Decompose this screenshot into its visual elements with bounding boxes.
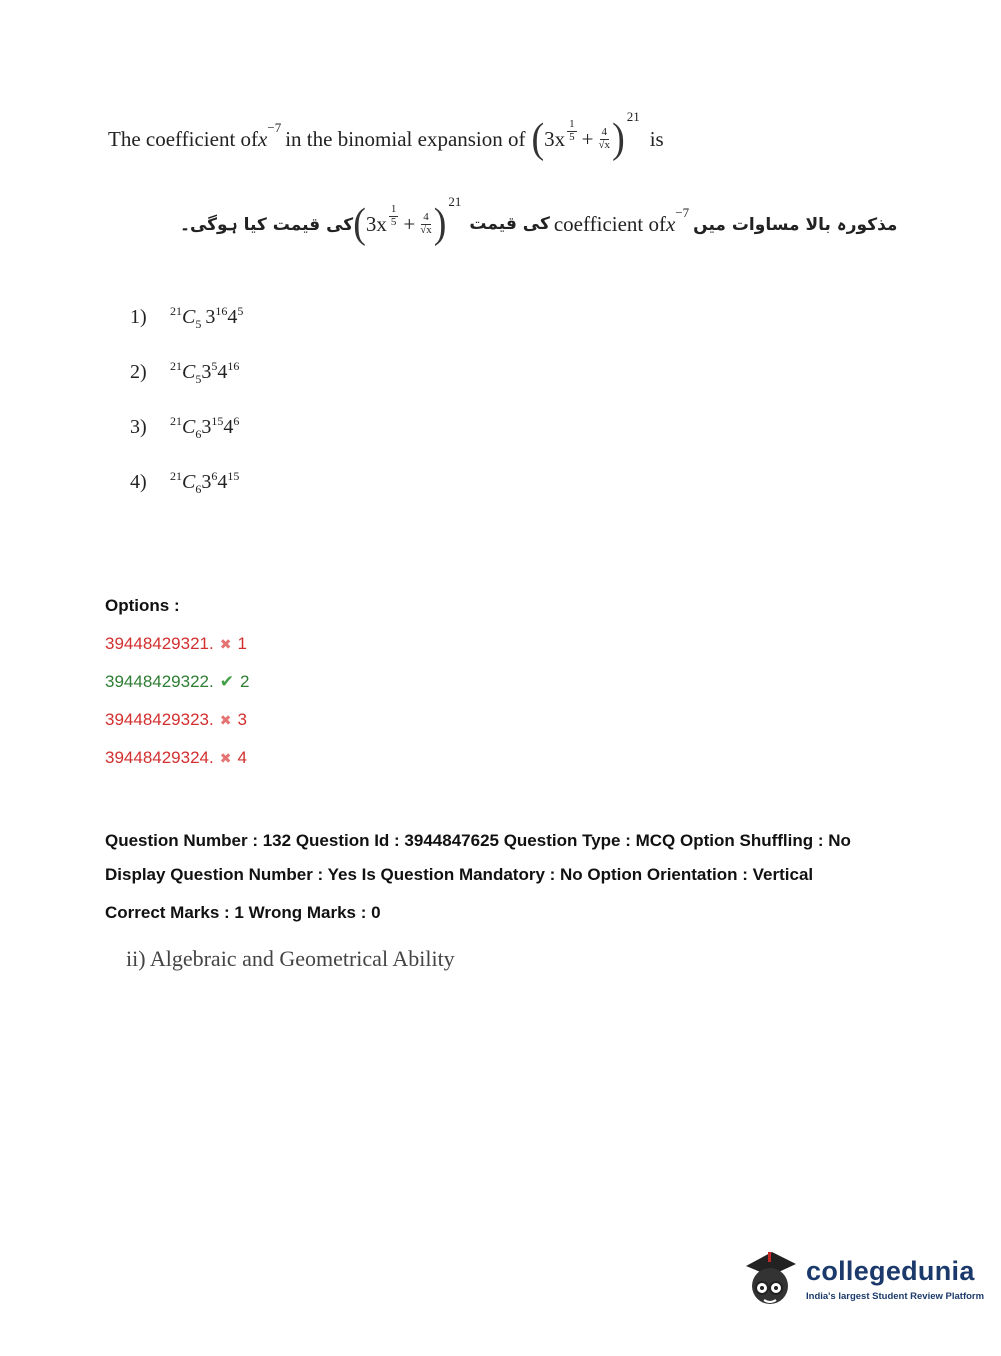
open-paren: ( xyxy=(531,115,545,163)
urdu-term-3x: 3x xyxy=(365,211,387,236)
question-exponent: −7 xyxy=(267,120,282,135)
question-text xyxy=(108,109,664,163)
brand-tagline: India's largest Student Review Platform xyxy=(806,1291,985,1302)
option-id: 39448429324. xyxy=(105,748,214,767)
options-heading: Options : xyxy=(105,596,180,615)
urdu-right-text: مذکورہ بالا مساوات میں xyxy=(693,214,898,235)
question-meta-line-2: Display Question Number : Yes Is Question Mandatory : No Option Orientation : Vertical xyxy=(105,865,814,884)
question-mid: in the binomial expansion of xyxy=(285,126,526,151)
option-2 xyxy=(105,672,249,692)
choice-4: 4) 21 C 6 3 6 4 15 xyxy=(130,469,240,496)
urdu-mid-text: کی قیمت xyxy=(469,214,550,234)
option-label: 1 xyxy=(237,634,247,653)
urdu-left-text: کی قیمت کیا ہوگی۔ xyxy=(180,214,354,235)
wrong-icon: ✖ xyxy=(219,711,232,728)
mascot-icon xyxy=(742,1250,798,1310)
option-3 xyxy=(105,710,247,730)
option-1 xyxy=(105,634,247,654)
fraction-four-sqrt-x: $\frac{4}{√x}$ xyxy=(598,125,611,151)
option-4 xyxy=(105,748,247,768)
wrong-icon: ✖ xyxy=(219,749,232,766)
brand-name: collegedunia xyxy=(806,1256,975,1286)
option-label: 3 xyxy=(237,710,247,729)
urdu-fraction-one-fifth: $\frac{1}{5}$ xyxy=(390,202,397,228)
question-suffix: is xyxy=(649,126,664,151)
urdu-coefficient-text: coefficient of xyxy=(553,211,666,236)
fraction-one-fifth: $\frac{1}{5}$ xyxy=(569,117,575,143)
collegedunia-logo xyxy=(742,1250,984,1310)
urdu-close-paren: ) xyxy=(433,200,447,248)
urdu-plus-sign: + xyxy=(403,211,416,236)
power-21: 21 xyxy=(626,109,640,124)
term-3x: 3x xyxy=(544,126,566,151)
question-meta-line-3: Correct Marks : 1 Wrong Marks : 0 xyxy=(105,903,381,922)
urdu-power-21: 21 xyxy=(448,194,462,209)
section-title: ii) Algebraic and Geometrical Ability xyxy=(126,946,455,971)
question-variable: x xyxy=(258,126,268,151)
close-paren: ) xyxy=(612,115,625,163)
urdu-fraction-four-sqrt-x: $\frac{4}{√x}$ xyxy=(420,210,432,236)
urdu-exponent: −7 xyxy=(675,205,690,220)
option-id: 39448429322. xyxy=(105,672,214,691)
option-id: 39448429321. xyxy=(105,634,214,653)
plus-sign: + xyxy=(581,126,594,151)
urdu-question-text xyxy=(180,194,898,248)
option-label: 4 xyxy=(237,748,247,767)
urdu-open-paren: ( xyxy=(353,200,366,248)
question-prefix: The coefficient of xyxy=(108,126,259,151)
check-icon: ✔ xyxy=(219,672,234,691)
question-meta-line-1: Question Number : 132 Question Id : 3944847625 Question Type : MCQ Option Shuffling : No xyxy=(105,831,851,850)
choice-2: 2) 21 C 5 3 5 4 16 xyxy=(130,359,240,386)
wrong-icon: ✖ xyxy=(219,635,232,652)
urdu-variable: x xyxy=(666,211,676,236)
choice-3: 3) 21 C 6 3 15 4 6 xyxy=(130,414,240,441)
option-id: 39448429323. xyxy=(105,710,214,729)
option-label: 2 xyxy=(239,672,250,691)
choice-1: 1) 21 C 5 3 16 4 5 xyxy=(130,304,244,331)
